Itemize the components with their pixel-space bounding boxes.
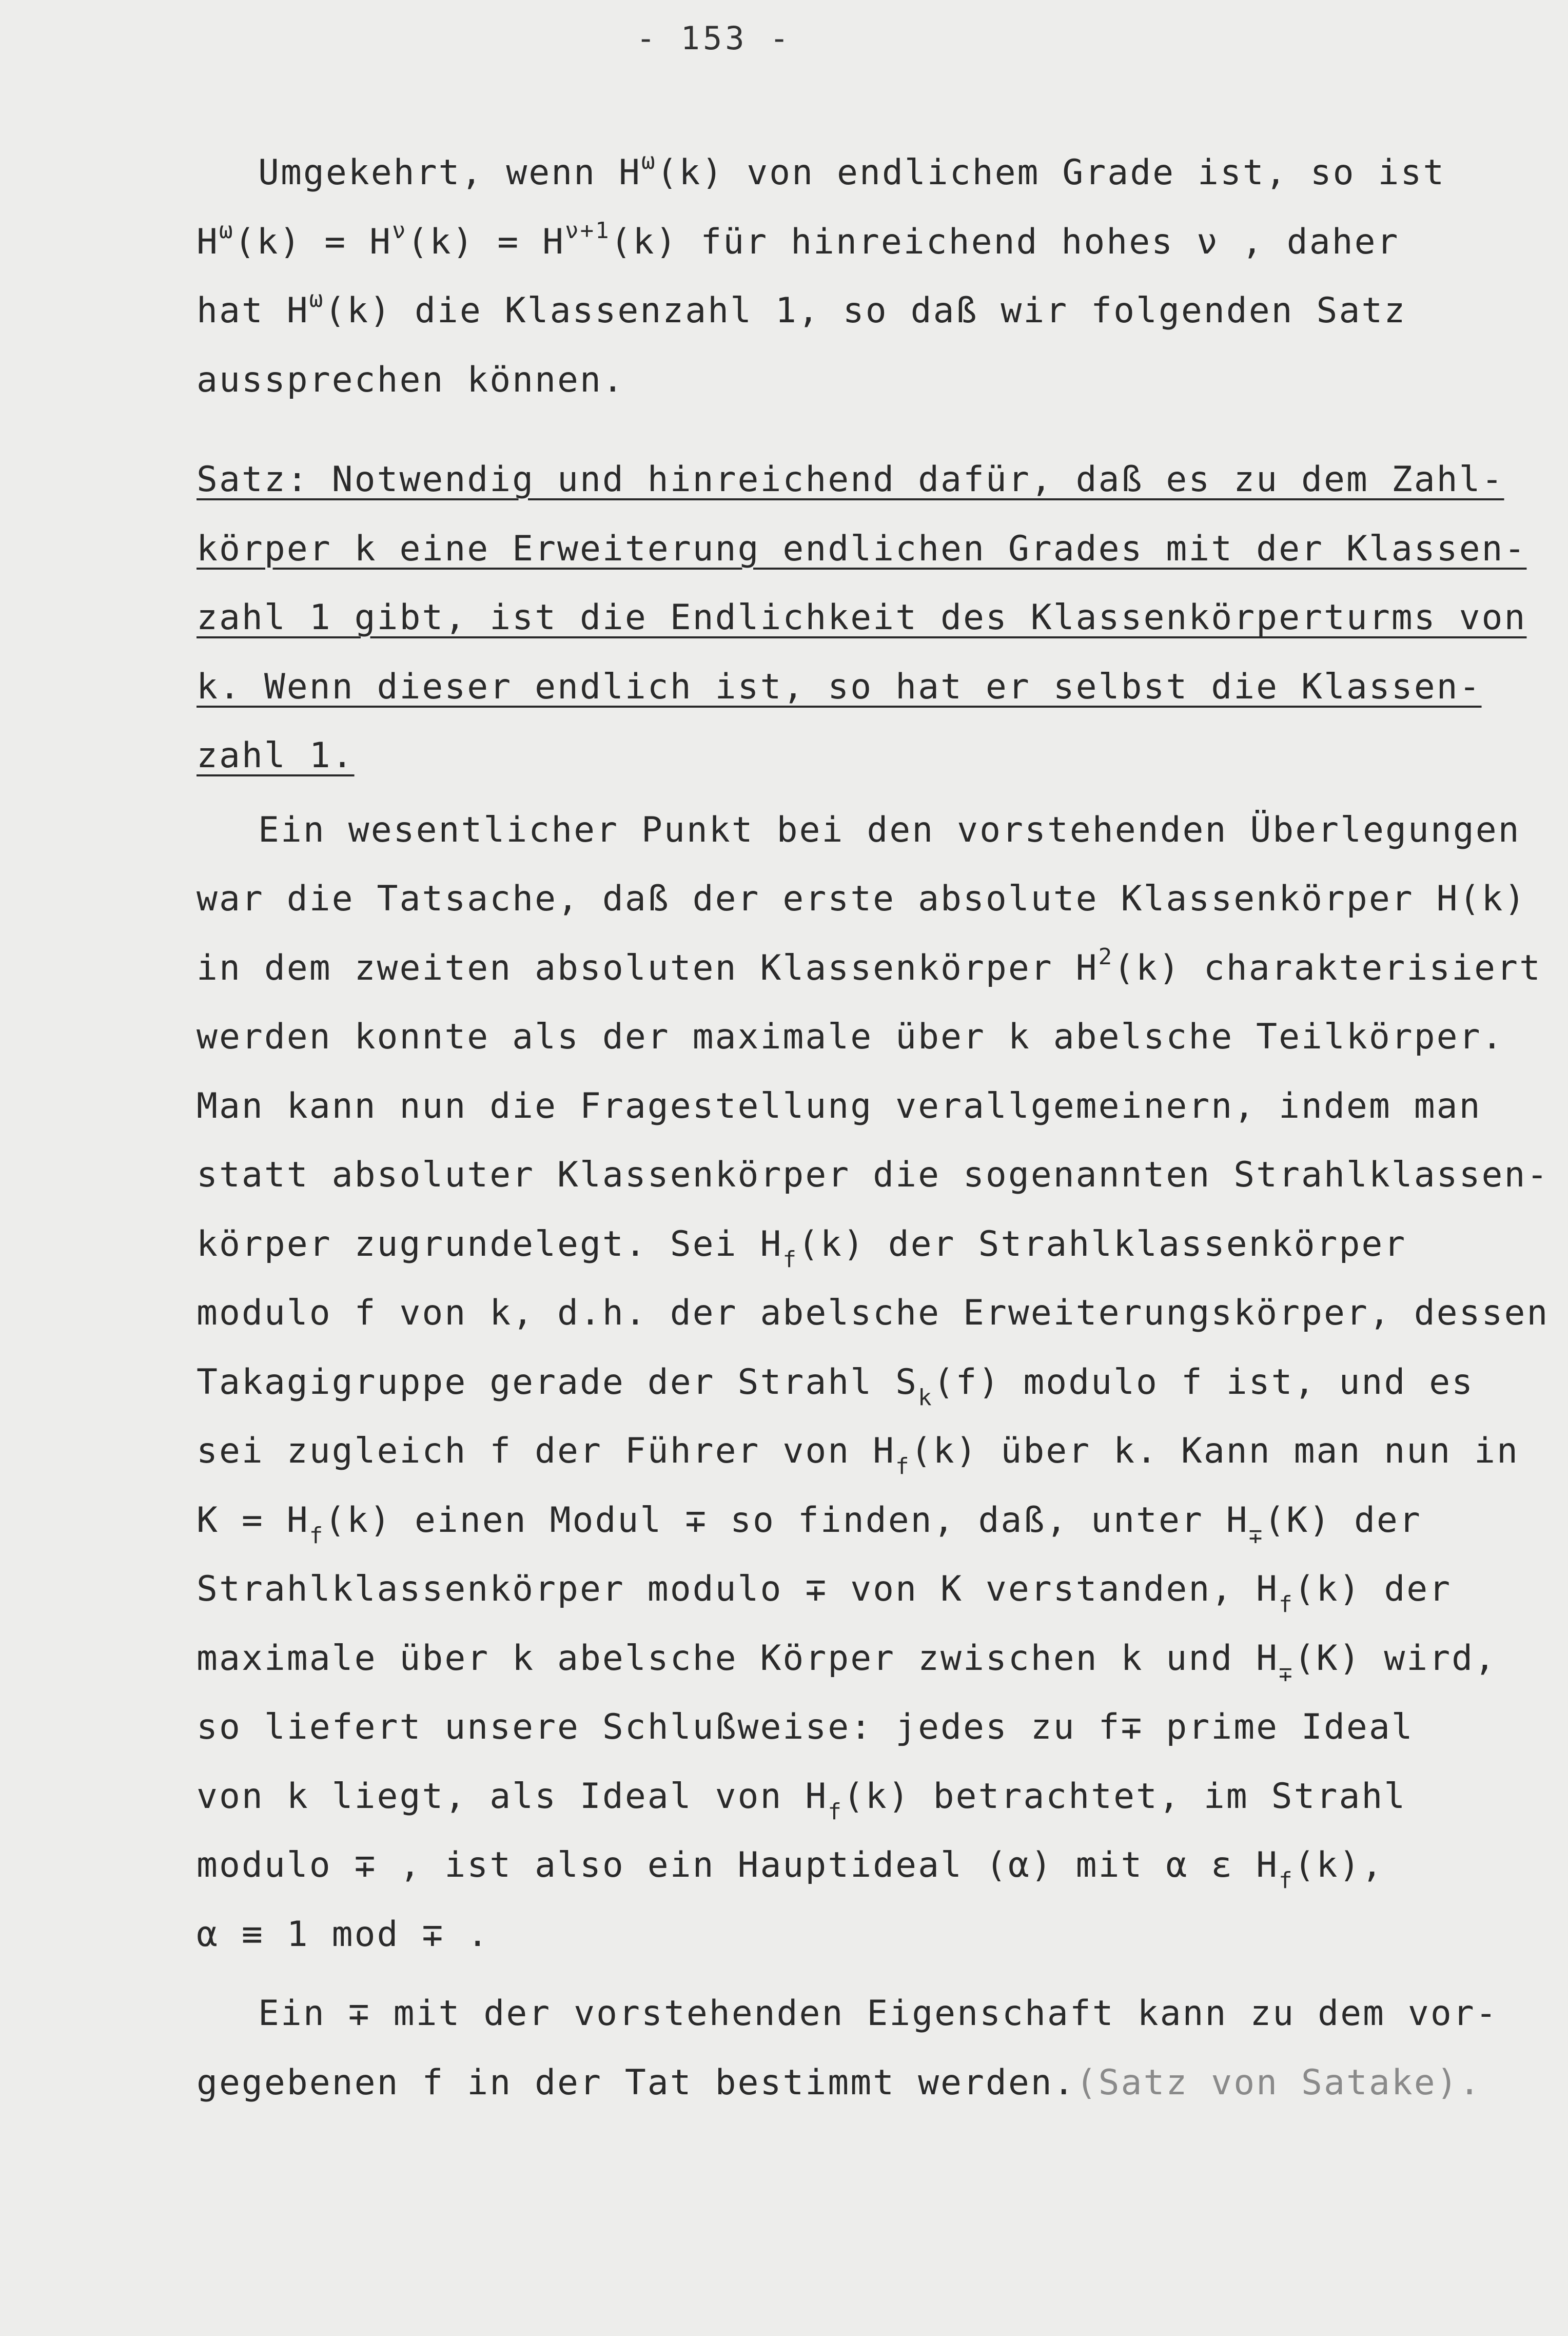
text-run: ω	[219, 217, 234, 244]
text-run: ω	[641, 148, 657, 174]
text-run: Strahlklassenkörper modulo ∓ von K verstanden, H	[197, 1569, 1279, 1609]
text-line	[197, 445, 1504, 515]
text-run: modulo ∓ , ist also ein Hauptideal (α) mit α ε H	[197, 1845, 1279, 1885]
text-run: körper k eine Erweiterung endlichen Grades mit der Klassen-	[197, 528, 1527, 569]
text-run: Ein ∓ mit der vorstehenden Eigenschaft kann zu dem vor-	[258, 1993, 1498, 2034]
text-run: f	[782, 1246, 798, 1273]
text-line	[197, 1003, 1504, 1072]
text-run: modulo f von k, d.h. der abelsche Erweiterungskörper, dessen	[197, 1293, 1550, 1333]
text-run: ∓	[1248, 1522, 1264, 1549]
text-line	[197, 277, 1469, 346]
text-run: statt absoluter Klassenkörper die sogenannten Strahlklassen-	[197, 1155, 1550, 1195]
text-line	[197, 1279, 1550, 1348]
text-run: (k) der	[1293, 1569, 1452, 1609]
text-run: war die Tatsache, daß der erste absolute Klassenkörper H(k)	[197, 879, 1527, 919]
text-run: (k) der Strahlklassenkörper	[797, 1223, 1407, 1264]
paragraph-3	[197, 1979, 1498, 2117]
text-run: so liefert unsere Schlußweise: jedes zu f∓ prime Ideal	[197, 1707, 1414, 1747]
text-run: zahl 1.	[197, 735, 355, 776]
text-run: ν+1	[565, 217, 611, 244]
text-run: maximale über k abelsche Körper zwischen k und H	[197, 1638, 1279, 1679]
text-run: ω	[309, 286, 325, 313]
text-run: (k) = H	[407, 221, 565, 262]
text-run: (k) einen Modul ∓ so finden, daß, unter H	[324, 1500, 1249, 1541]
text-line	[197, 1555, 1469, 1624]
text-line	[197, 1141, 1550, 1210]
text-line	[197, 1486, 1469, 1555]
page-number: - 153 -	[636, 20, 792, 57]
text-line	[197, 1417, 1519, 1486]
text-run: werden konnte als der maximale über k abelsche Teilkörper.	[197, 1017, 1504, 1057]
text-line	[197, 653, 1482, 722]
text-run: (k) die Klassenzahl 1, so daß wir folgenden Satz	[324, 290, 1407, 331]
theorem	[197, 445, 1527, 791]
text-line	[197, 1348, 1475, 1417]
text-run: k. Wenn dieser endlich ist, so hat er selbst die Klassen-	[197, 666, 1482, 707]
text-line	[197, 1831, 1469, 1900]
text-line	[197, 139, 1469, 208]
text-run: f	[1279, 1591, 1294, 1618]
text-line	[197, 722, 1469, 791]
paragraph-1	[197, 139, 1469, 415]
text-run: (K) der	[1264, 1500, 1422, 1541]
text-run: Umgekehrt, wenn H	[258, 152, 641, 193]
text-run: ∓	[1279, 1660, 1294, 1687]
text-run: gegebenen f in der Tat bestimmt werden.	[197, 2062, 1076, 2103]
text-line	[197, 208, 1469, 277]
text-run: körper zugrundelegt. Sei H	[197, 1223, 783, 1264]
text-line	[197, 865, 1527, 934]
text-run: in dem zweiten absoluten Klassenkörper H	[197, 947, 1099, 988]
body-text	[197, 139, 1550, 2117]
text-run: (K) wird,	[1293, 1638, 1497, 1679]
text-run: 2	[1098, 943, 1114, 970]
text-run: f	[895, 1453, 911, 1480]
text-run: α ≡ 1 mod ∓ .	[197, 1914, 490, 1955]
text-line	[197, 1210, 1469, 1279]
text-run: (k) für hinreichend hohes ν , daher	[610, 221, 1400, 262]
text-line	[197, 1900, 1469, 1970]
text-run: Ein wesentlicher Punkt bei den vorstehenden Überlegungen	[258, 809, 1521, 850]
text-line	[197, 934, 1542, 1003]
text-run: f	[828, 1798, 843, 1825]
text-run: Takagigruppe gerade der Strahl S	[197, 1361, 918, 1403]
text-line	[197, 796, 1521, 865]
text-run: (k),	[1293, 1845, 1384, 1885]
text-run: sei zugleich f der Führer von H	[197, 1431, 896, 1471]
text-run: von k liegt, als Ideal von H	[197, 1776, 828, 1817]
text-line	[197, 2049, 1482, 2118]
text-line	[197, 1072, 1482, 1141]
text-line	[197, 1979, 1498, 2049]
paragraph-2	[197, 796, 1550, 1970]
text-run: (k) über k. Kann man nun in	[910, 1431, 1519, 1471]
text-run: (k) betrachtet, im Strahl	[842, 1776, 1407, 1817]
text-line	[197, 583, 1527, 653]
text-run: f	[309, 1522, 325, 1549]
text-run: ν	[392, 217, 407, 244]
text-run: K = H	[197, 1500, 309, 1541]
text-run: H	[197, 221, 219, 262]
text-line	[197, 346, 1469, 415]
text-run: (k) = H	[234, 221, 393, 262]
text-run: k	[918, 1384, 933, 1411]
text-run: Man kann nun die Fragestellung verallgemeinern, indem man	[197, 1085, 1482, 1126]
text-line	[197, 515, 1527, 584]
text-run: (k) von endlichem Grade ist, so ist	[656, 152, 1446, 193]
text-run: (k) charakterisiert	[1113, 947, 1542, 988]
text-line	[197, 1624, 1497, 1693]
text-run: f	[1279, 1867, 1294, 1894]
text-run: (f) modulo f ist, und es	[933, 1361, 1475, 1403]
text-line	[197, 1762, 1469, 1832]
text-run: zahl 1 gibt, ist die Endlichkeit des Klassenkörperturms von	[197, 597, 1527, 638]
text-run: Satz: Notwendig und hinreichend dafür, daß es zu dem Zahl-	[197, 459, 1504, 500]
text-run: hat H	[197, 290, 309, 331]
text-run: (Satz von Satake).	[1075, 2062, 1482, 2103]
text-line	[197, 1693, 1469, 1762]
text-run: aussprechen können.	[197, 359, 625, 400]
